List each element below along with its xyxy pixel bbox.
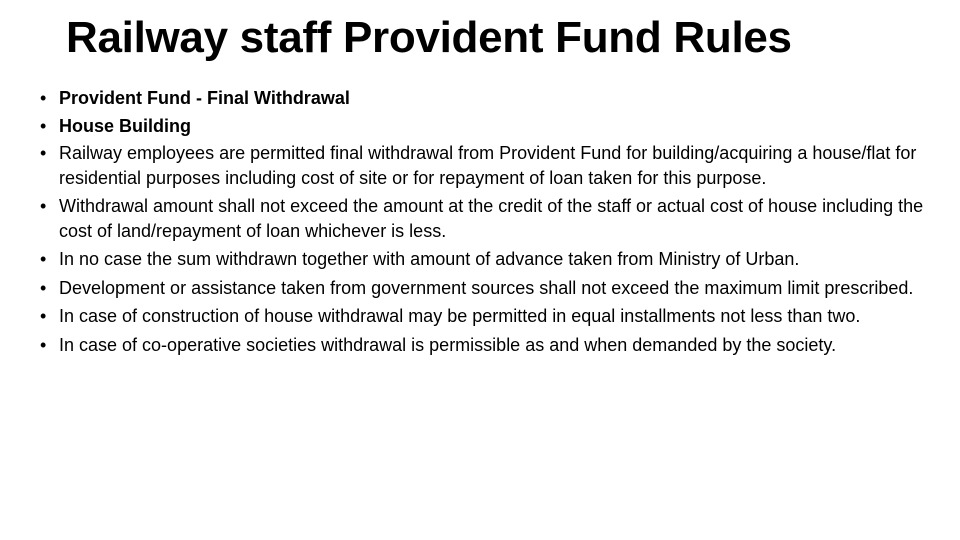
bullet-item	[40, 304, 940, 329]
bullet-text: Withdrawal amount shall not exceed the amount at the credit of the staff or actual cost of house including the cost of land/repayment of loan whichever is less.	[59, 196, 924, 241]
bullet-dot: •	[40, 143, 47, 163]
bullet-text: In case of co-operative societies withdrawal is permissible as and when demanded by the society.	[59, 334, 837, 355]
bullet-dot: •	[40, 306, 47, 326]
bullet-text: Provident Fund - Final Withdrawal	[59, 88, 350, 108]
bullet-dot: •	[40, 115, 47, 136]
bullet-item	[40, 276, 940, 301]
bullet-item	[40, 194, 940, 243]
bullet-text: Railway employees are permitted final withdrawal from Provident Fund for building/acquiring a house/flat for residential purposes including cost of site or for repayment of loan taken for this purpose.	[59, 143, 917, 188]
slide-title: Railway staff Provident Fund Rules	[66, 13, 792, 62]
bullet-item	[40, 86, 940, 111]
bullet-text: In case of construction of house withdrawal may be permitted in equal installments not less than two.	[59, 306, 861, 326]
bullet-dot: •	[40, 277, 47, 298]
bullet-text: Development or assistance taken from government sources shall not exceed the maximum limit prescribed.	[59, 277, 914, 298]
bullet-item	[40, 141, 940, 190]
bullet-item	[40, 114, 940, 139]
bullet-dot: •	[40, 334, 47, 355]
bullet-item	[40, 247, 940, 272]
bullet-text: House Building	[59, 115, 191, 136]
bullet-item	[40, 333, 940, 358]
bullet-dot: •	[40, 249, 47, 269]
bullet-list	[40, 86, 940, 361]
bullet-dot: •	[40, 88, 47, 108]
bullet-dot: •	[40, 196, 47, 216]
bullet-text: In no case the sum withdrawn together with amount of advance taken from Ministry of Urban.	[59, 249, 800, 269]
